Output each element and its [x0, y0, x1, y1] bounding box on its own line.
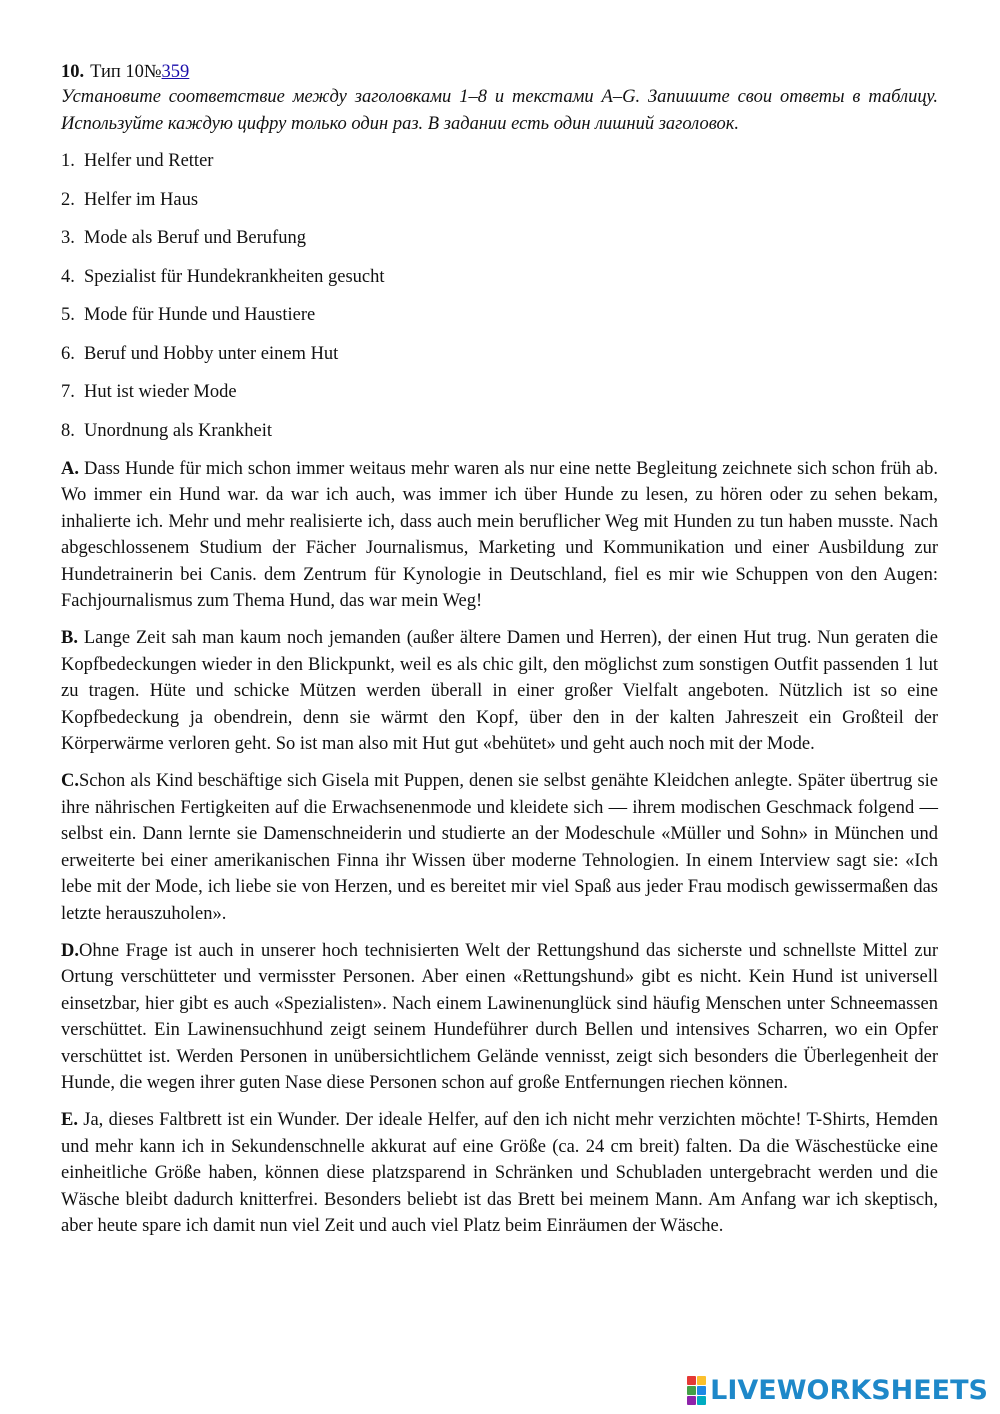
- text-body: Ja, dieses Faltbrett ist ein Wunder. Der ideale Helfer, auf den ich nicht mehr verzichten möchte! T-Shirts, Hemden und mehr kann ich in Sekundenschnelle akkurat auf eine Größe (ca. 24 cm breit) falten. Da die Wäschestücke eine einheitliche Größe haben, können diese platzsparend in Schränken und Schubladen untergebracht werden und die Wäsche bleibt dadurch knitterfrei. Besonders beliebt ist das Brett bei meinem Mann. Am Anfang war ich skeptisch, aber heute spare ich damit nun viel Zeit und auch viel Platz beim Einräumen der Wäsche.: [61, 1110, 938, 1236]
- liveworksheets-logo: [687, 1376, 988, 1404]
- text-letter: E.: [61, 1110, 78, 1130]
- text-letter: C.: [61, 771, 79, 791]
- heading-text: Unordnung als Krankheit: [84, 420, 273, 441]
- heading-number: 3.: [61, 228, 75, 248]
- text-body: Schon als Kind beschäftige sich Gisela mit Puppen, denen sie selbst genähte Kleidchen anlegte. Später übertrug sie ihre nährischen Fertigkeiten auf die Erwachsenenmode und kleidete sich — ihrem modischen Geschmack folgend — selbst ein. Dann lernte sie Damenschneiderin und studierte an der Modeschule «Müller und Sohn» in München und erweiterte bei einer amerikanischen Finna ihr Wissen über moderne Tehnologien. In einem Interview sagt sie: «Ich lebe mit der Mode, ich liebe sie von Herzen, und es bereitet mir viel Spaß aus jeder Frau modisch gewissermaßen das letzte herauszuholen».: [61, 771, 938, 924]
- text-d: [61, 938, 938, 1097]
- logo-square: [697, 1376, 706, 1385]
- logo-mark-icon: [687, 1376, 706, 1405]
- text-letter: A.: [61, 458, 79, 479]
- heading-item: [61, 342, 938, 366]
- task-header: [61, 60, 938, 84]
- logo-square: [687, 1376, 696, 1385]
- worksheet-page: [61, 60, 938, 1240]
- text-body: Ohne Frage ist auch in unserer hoch technisierten Welt der Rettungshund das sicherste und schnellste Mittel zur Ortung verschütteter und vermisster Personen. Aber einen «Rettungshund» gibt es nicht. Kein Hund ist universell einsetzbar, hier gibt es auch «Spezialisten». Nach einem Lawinenunglück sind häufig Menschen unter Schneemassen verschüttet. Ein Lawinensuchhund zeigt seinem Hundeführer durch Bellen und intensives Scharren, wo ein Opfer verschüttet ist. Werden Personen in unübersichtlichem Gelände vennisst, zeigt sich besonders die Überlegenheit der Hunde, die wegen ihrer guten Nase diese Personen schon auf große Entfernungen riechen können.: [61, 940, 938, 1093]
- text-letter: D.: [61, 940, 79, 961]
- text-a: [61, 456, 938, 615]
- logo-text: LIVEWORKSHEETS: [710, 1374, 988, 1406]
- heading-item: [61, 265, 938, 289]
- texts-section: [61, 456, 938, 1240]
- heading-number: 7.: [61, 382, 75, 402]
- headings-list: [61, 149, 938, 443]
- heading-text: Helfer und Retter: [84, 151, 214, 171]
- logo-square: [687, 1386, 696, 1395]
- heading-text: Hut ist wieder Mode: [84, 382, 237, 402]
- heading-item: [61, 149, 938, 173]
- heading-number: 8.: [61, 420, 75, 441]
- heading-number: 6.: [61, 343, 75, 364]
- heading-number: 5.: [61, 305, 75, 325]
- heading-text: Helfer im Haus: [84, 189, 199, 210]
- heading-number: 4.: [61, 266, 75, 287]
- task-number: 10.: [61, 62, 85, 82]
- heading-item: [61, 303, 938, 327]
- text-letter: B.: [61, 628, 78, 648]
- heading-number: 1.: [61, 151, 75, 171]
- text-c: [61, 768, 938, 927]
- text-body: Dass Hunde für mich schon immer weitaus mehr waren als nur eine nette Begleitung zeichnete sich schon früh ab. Wo immer ein Hund war. da war ich auch, was immer ich über Hunde zu lesen, zu hören oder zu sehen bekam, inhalierte ich. Mehr und mehr realisierte ich, dass auch mein beruflicher Weg mit Hunden zu tun haben musste. Nach abgeschlossenem Studium der Fächer Journalismus, Marketing und Kommunikation und einer Ausbildung zur Hundetrainerin bei Canis. dem Zentrum für Kynologie in Deutschland, fiel es mir wie Schuppen von den Augen: Fachjournalismus zum Thema Hund, das war mein Weg!: [61, 458, 938, 611]
- heading-item: [61, 419, 938, 443]
- text-body: Lange Zeit sah man kaum noch jemanden (außer ältere Damen und Herren), der einen Hut trug. Nun geraten die Kopfbedeckungen wieder in den Blickpunkt, weil es als chic gilt, den möglichst zum sonstigen Outfit passenden 1 lut zu tragen. Hüte und schicke Mützen werden überall in einer großer Vielfalt angeboten. Nützlich ist so eine Kopfbedeckung ja obendrein, denn sie wärmt den Kopf, über den in der kalten Jahreszeit ein Großteil der Körperwärme verloren geht. So ist man also mit Hut gut «behütet» und geht auch noch mit der Mode.: [61, 628, 938, 754]
- heading-text: Mode als Beruf und Berufung: [84, 228, 306, 248]
- heading-text: Mode für Hunde und Haustiere: [84, 305, 316, 325]
- task-type-label: Тип 10№: [90, 62, 162, 82]
- text-e: [61, 1107, 938, 1240]
- heading-item: [61, 380, 938, 404]
- text-b: [61, 625, 938, 758]
- heading-item: [61, 226, 938, 250]
- heading-number: 2.: [61, 189, 75, 210]
- heading-item: [61, 188, 938, 212]
- task-link[interactable]: 359: [161, 62, 190, 82]
- logo-square: [697, 1396, 706, 1405]
- logo-square: [687, 1396, 696, 1405]
- heading-text: Spezialist für Hundekrankheiten gesucht: [84, 266, 385, 287]
- heading-text: Beruf und Hobby unter einem Hut: [84, 343, 339, 364]
- task-instruction: Установите соответствие между заголовками 1–8 и текстами А–G. Запишите свои ответы в таблицу. Используйте каждую цифру только один раз. В задании есть один лишний заголовок.: [61, 87, 938, 134]
- logo-square: [697, 1386, 706, 1395]
